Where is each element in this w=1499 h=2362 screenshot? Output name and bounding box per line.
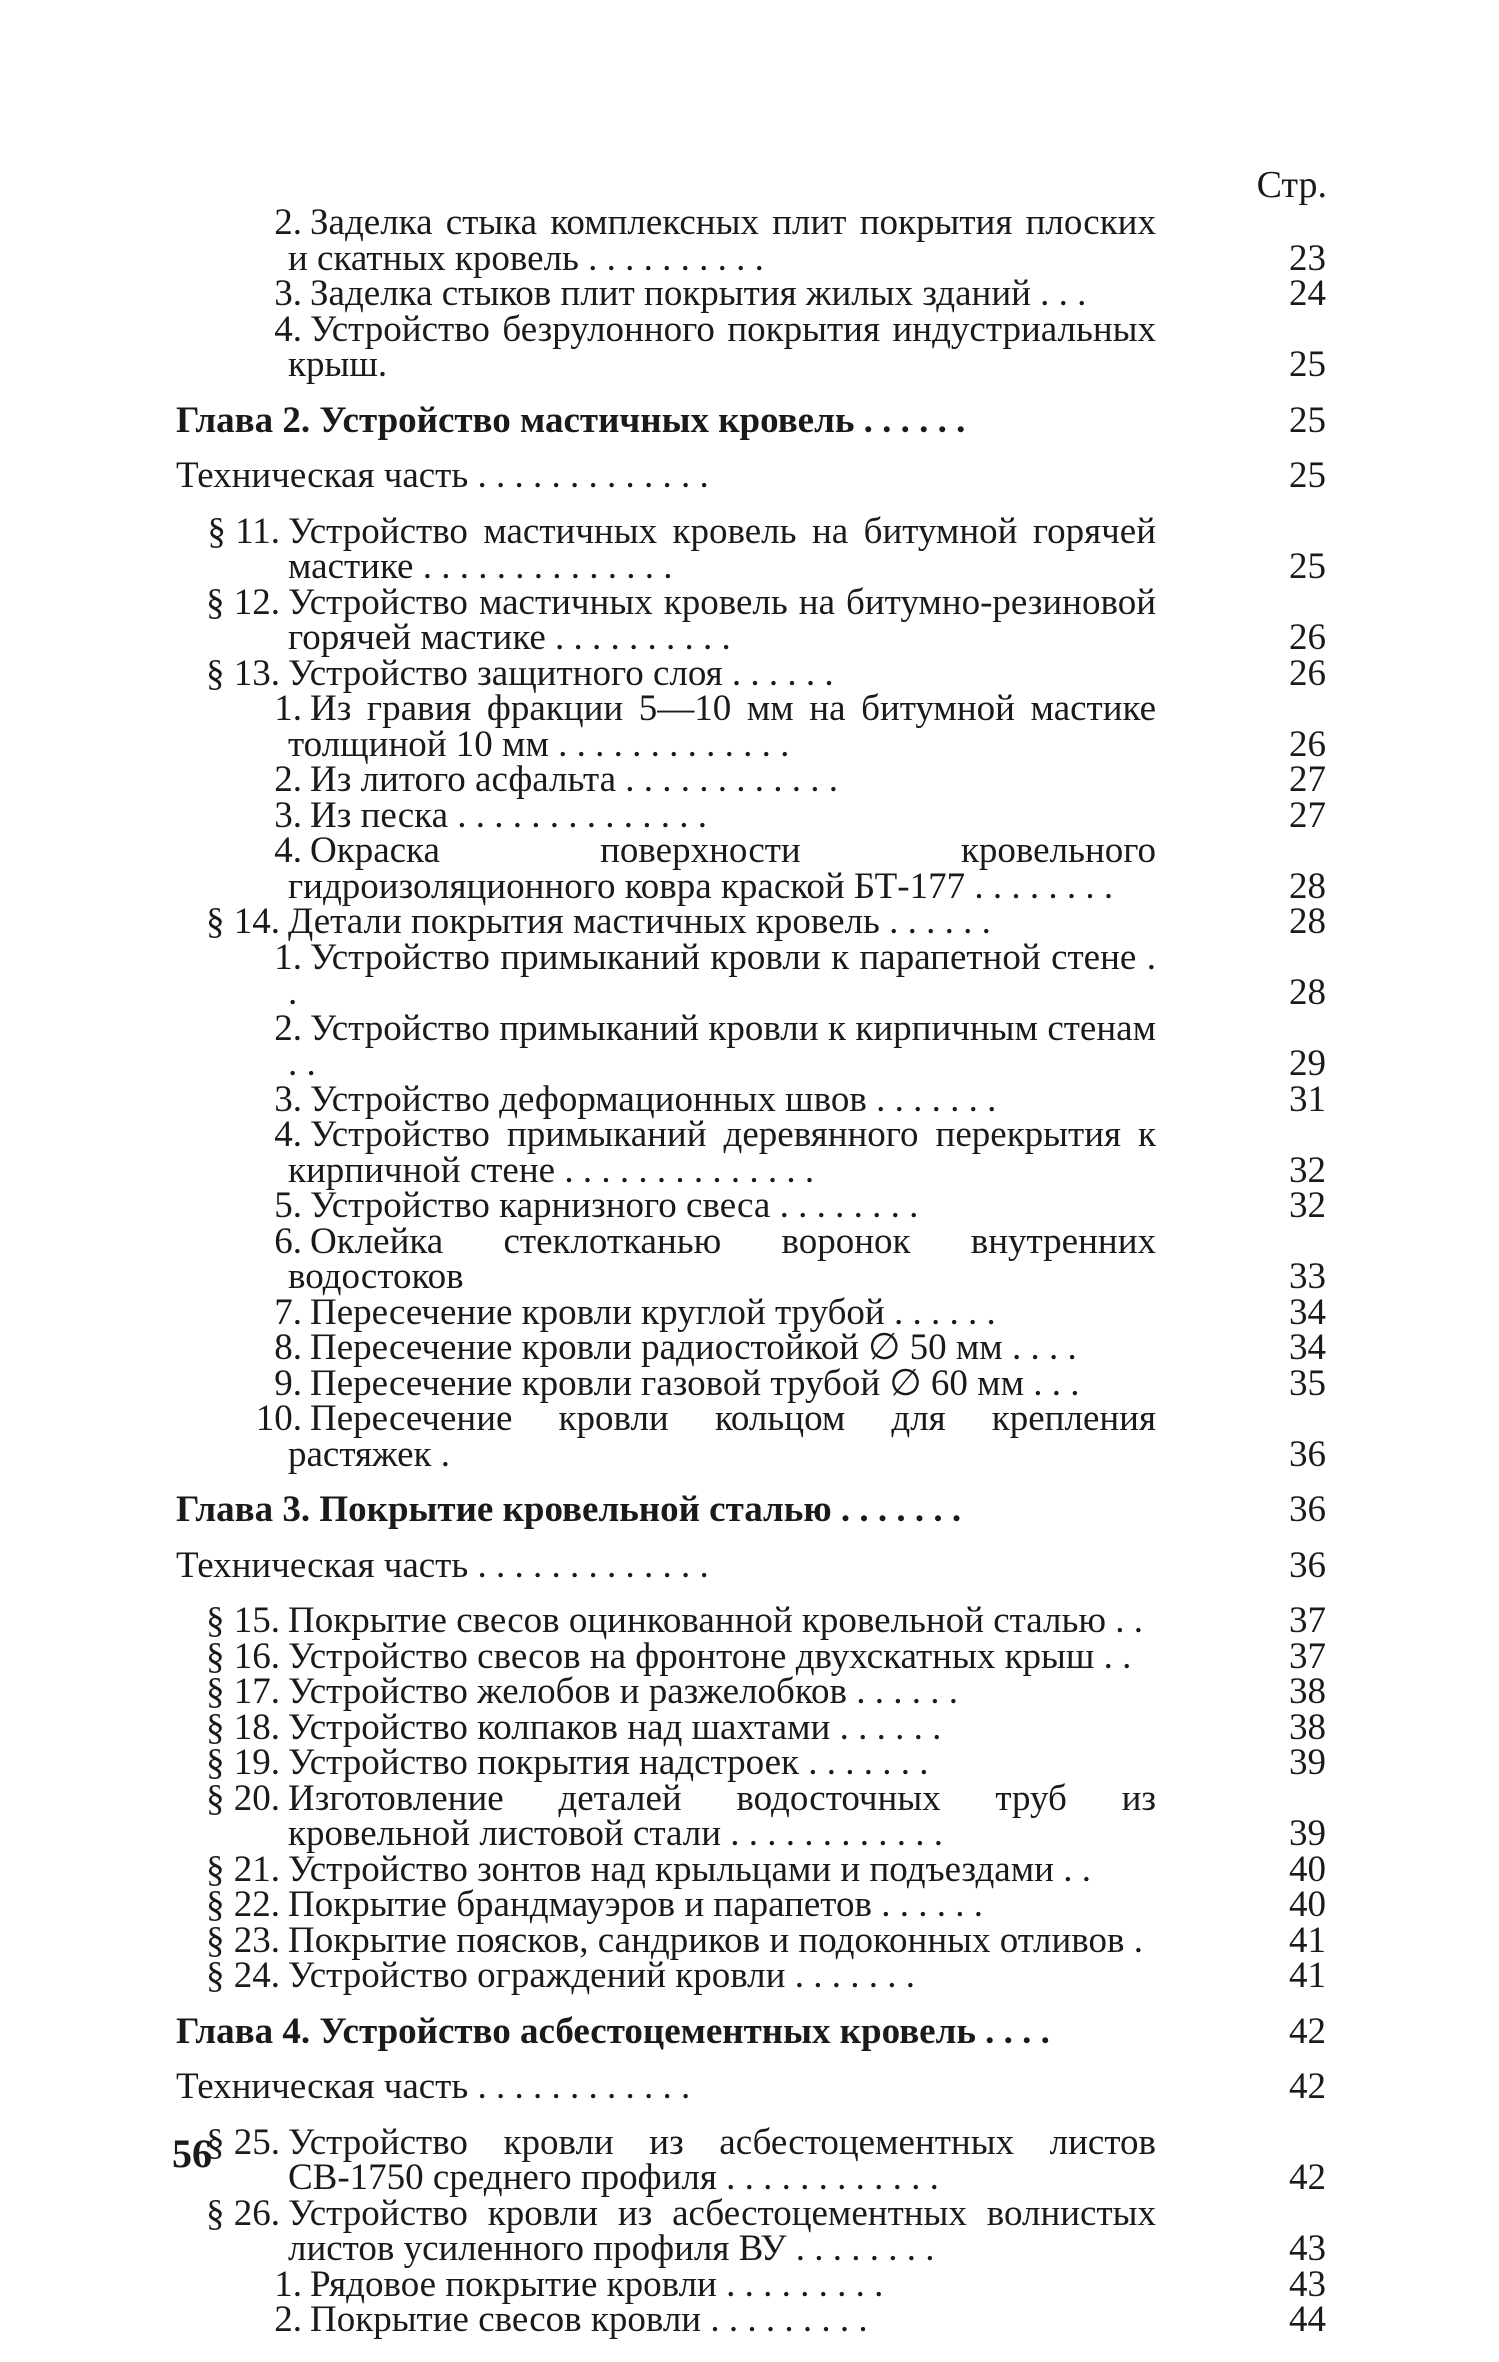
- toc-entry-number: 1.: [274, 2263, 302, 2305]
- toc-section: [176, 652, 1326, 694]
- toc-entry-label: Устройство защитного слоя . . . . . .: [288, 652, 834, 694]
- toc-section: [176, 901, 1326, 942]
- toc-entry-text: [176, 759, 1326, 800]
- toc-entry-label: Устройство колпаков над шахтами . . . . . .: [288, 1706, 942, 1748]
- toc-entry-label: Детали покрытия мастичных кровель . . . . . .: [288, 901, 991, 942]
- toc-entry-label: Покрытие свесов кровли . . . . . . . . .: [310, 2299, 868, 2340]
- toc-entry-text: [176, 2192, 1326, 2269]
- toc-entry-text: [176, 936, 1326, 1013]
- toc-entry-number: § 22.: [206, 1884, 280, 1925]
- toc-page-number: 40: [1289, 1884, 1326, 1925]
- toc-page-number: 28: [1289, 865, 1326, 907]
- toc-entry-label: Пересечение кровли радиостойкой ∅ 50 мм . . . .: [310, 1327, 1077, 1368]
- toc-page-number: 38: [1289, 1706, 1326, 1748]
- toc-entry-number: 7.: [274, 1291, 302, 1333]
- toc-page-number: 39: [1289, 1742, 1326, 1783]
- toc-entry-label: Из гравия фракции 5—10 мм на битумной мастике толщиной 10 мм . . . . . . . . . . . . .: [288, 688, 1156, 765]
- toc-entry-text: [176, 202, 1326, 279]
- toc-part: [176, 2066, 1326, 2107]
- toc-entry-number: 2.: [274, 202, 302, 243]
- toc-entry-label: Устройство примыканий деревянного перекрытия к кирпичной стене . . . . . . . . . . . . . .: [288, 1114, 1156, 1191]
- toc-page-number: 28: [1289, 901, 1326, 942]
- toc-entry-number: § 25.: [206, 2121, 280, 2163]
- toc-page-number: 41: [1289, 1919, 1326, 1961]
- toc-page-number: 37: [1289, 1600, 1326, 1641]
- toc-entry-text: [176, 1884, 1326, 1925]
- toc-entry-number: § 21.: [206, 1848, 280, 1890]
- toc-entry-text: [176, 1185, 1326, 1226]
- toc-entry-number: § 26.: [206, 2192, 280, 2234]
- toc-entry-text: [176, 1327, 1326, 1368]
- table-of-contents: [176, 202, 1326, 2340]
- toc-entry-text: [176, 901, 1326, 942]
- toc-entry-number: § 18.: [206, 1706, 280, 1748]
- toc-section: [176, 1671, 1326, 1712]
- toc-page-number: 41: [1289, 1955, 1326, 1996]
- toc-section: [176, 1848, 1326, 1890]
- toc-section: [176, 1777, 1326, 1854]
- toc-entry-label: Покрытие поясков, сандриков и подоконных отливов .: [288, 1919, 1143, 1961]
- toc-entry-label: Окраска поверхности кровельного гидроизоляционного ковра краской БТ-177 . . . . . . . .: [288, 830, 1156, 907]
- toc-entry-number: § 14.: [206, 901, 280, 942]
- toc-item: [176, 1327, 1326, 1368]
- toc-section: [176, 2121, 1326, 2198]
- toc-entry-text: [176, 455, 1326, 496]
- toc-page-number: 42: [1289, 2066, 1326, 2107]
- toc-entry-text: [176, 399, 1326, 441]
- toc-entry-text: [176, 2299, 1326, 2340]
- toc-entry-number: § 12.: [206, 581, 280, 623]
- toc-chapter: [176, 1489, 1326, 1530]
- toc-entry-text: [176, 1220, 1326, 1297]
- toc-entry-number: 4.: [274, 830, 302, 871]
- toc-page-number: 31: [1289, 1078, 1326, 1120]
- toc-section: [176, 581, 1326, 658]
- toc-page-number: 24: [1289, 273, 1326, 314]
- toc-page-number: 29: [1289, 1043, 1326, 1084]
- toc-entry-text: [176, 1777, 1326, 1854]
- toc-page-number: 26: [1289, 723, 1326, 765]
- toc-item: [176, 794, 1326, 836]
- toc-page-number: 32: [1289, 1185, 1326, 1226]
- toc-page-number: 43: [1289, 2263, 1326, 2305]
- toc-section: [176, 1955, 1326, 1996]
- toc-page-number: 34: [1289, 1291, 1326, 1333]
- toc-entry-label: Устройство зонтов над крыльцами и подъездами . .: [288, 1848, 1091, 1890]
- toc-entry-number: 1.: [274, 688, 302, 729]
- toc-page-number: 37: [1289, 1635, 1326, 1677]
- toc-entry-label: Из песка . . . . . . . . . . . . . .: [310, 794, 707, 836]
- toc-entry-label: Техническая часть . . . . . . . . . . . . .: [176, 1544, 709, 1586]
- toc-page-number: 36: [1289, 1544, 1326, 1586]
- toc-page-number: 42: [1289, 2157, 1326, 2198]
- toc-entry-label: Устройство желобов и разжелобков . . . . . .: [288, 1671, 958, 1712]
- toc-entry-label: Устройство мастичных кровель на битумной горячей мастике . . . . . . . . . . . . . .: [288, 510, 1156, 587]
- toc-page-number: 39: [1289, 1813, 1326, 1854]
- toc-entry-text: [176, 1671, 1326, 1712]
- toc-page-number: 23: [1289, 237, 1326, 279]
- toc-entry-number: § 20.: [206, 1777, 280, 1819]
- toc-page-number: 35: [1289, 1362, 1326, 1404]
- toc-item: [176, 1185, 1326, 1226]
- toc-entry-text: [176, 1848, 1326, 1890]
- toc-page-number: 33: [1289, 1256, 1326, 1297]
- toc-entry-label: Заделка стыков плит покрытия жилых зданий . . .: [310, 273, 1087, 314]
- toc-entry-text: [176, 1362, 1326, 1404]
- toc-entry-label: Устройство безрулонного покрытия индустриальных крыш.: [288, 308, 1156, 385]
- toc-entry-text: [176, 510, 1326, 587]
- toc-entry-label: Покрытие свесов оцинкованной кровельной сталью . .: [288, 1600, 1144, 1641]
- toc-chapter: [176, 399, 1326, 441]
- toc-entry-label: Пересечение кровли газовой трубой ∅ 60 мм . . .: [310, 1362, 1080, 1404]
- toc-entry-number: 5.: [274, 1185, 302, 1226]
- toc-entry-number: 6.: [274, 1220, 302, 1262]
- toc-entry-label: Из литого асфальта . . . . . . . . . . . .: [310, 759, 839, 800]
- toc-entry-label: Устройство кровли из асбестоцементных листов СВ-1750 среднего профиля . . . . . . . . . . . .: [288, 2121, 1156, 2198]
- toc-page-number: 40: [1289, 1848, 1326, 1890]
- toc-entry-number: 2.: [274, 2299, 302, 2340]
- toc-entry-number: 3.: [274, 1078, 302, 1120]
- toc-entry-text: [176, 2066, 1326, 2107]
- toc-entry-text: [176, 2121, 1326, 2198]
- toc-entry-number: § 17.: [206, 1671, 280, 1712]
- toc-entry-label: Устройство покрытия надстроек . . . . . . .: [288, 1742, 929, 1783]
- toc-section: [176, 1742, 1326, 1783]
- toc-entry-number: § 24.: [206, 1955, 280, 1996]
- toc-part: [176, 1544, 1326, 1586]
- toc-entry-text: [176, 652, 1326, 694]
- toc-entry-text: [176, 1955, 1326, 1996]
- toc-entry-label: Техническая часть . . . . . . . . . . . . .: [176, 455, 709, 496]
- toc-entry-number: § 16.: [206, 1635, 280, 1677]
- toc-entry-number: § 23.: [206, 1919, 280, 1961]
- toc-entry-text: [176, 830, 1326, 907]
- toc-entry-number: § 15.: [206, 1600, 280, 1641]
- page-number: 56: [172, 2131, 212, 2176]
- toc-page-number: 28: [1289, 972, 1326, 1013]
- toc-part: [176, 455, 1326, 496]
- toc-section: [176, 2192, 1326, 2269]
- toc-entry-number: § 19.: [206, 1742, 280, 1783]
- toc-entry-text: [176, 1742, 1326, 1783]
- toc-entry-number: 8.: [274, 1327, 302, 1368]
- toc-entry-number: § 11.: [207, 510, 280, 552]
- toc-item: [176, 1078, 1326, 1120]
- toc-item: [176, 308, 1326, 385]
- toc-entry-number: 9.: [274, 1362, 302, 1404]
- toc-entry-label: Устройство примыканий кровли к кирпичным стенам . .: [288, 1007, 1156, 1084]
- toc-entry-text: [176, 1007, 1326, 1084]
- toc-section: [176, 1600, 1326, 1641]
- toc-item: [176, 1291, 1326, 1333]
- toc-page-number: 36: [1289, 1433, 1326, 1475]
- toc-entry-number: 10.: [255, 1398, 302, 1439]
- toc-entry-number: 4.: [274, 308, 302, 350]
- toc-entry-text: [176, 1489, 1326, 1530]
- toc-entry-text: [176, 1919, 1326, 1961]
- toc-section: [176, 1884, 1326, 1925]
- toc-entry-label: Заделка стыка комплексных плит покрытия плоских и скатных кровель . . . . . . . . . .: [288, 202, 1156, 279]
- toc-page-number: 27: [1289, 759, 1326, 800]
- toc-entry-text: [176, 794, 1326, 836]
- toc-entry-label: Техническая часть . . . . . . . . . . . .: [176, 2066, 691, 2107]
- toc-section: [176, 510, 1326, 587]
- toc-entry-label: Изготовление деталей водосточных труб из кровельной листовой стали . . . . . . . . . . . .: [288, 1777, 1156, 1854]
- toc-item: [176, 2263, 1326, 2305]
- toc-entry-label: Оклейка стеклотканью воронок внутренних водостоков: [288, 1220, 1156, 1297]
- toc-entry-label: Глава 2. Устройство мастичных кровель . . . . . .: [176, 399, 966, 441]
- toc-item: [176, 273, 1326, 314]
- toc-item: [176, 936, 1326, 1013]
- toc-page-number: 36: [1289, 1489, 1326, 1530]
- toc-item: [176, 830, 1326, 907]
- toc-page-number: 25: [1289, 399, 1326, 441]
- toc-entry-number: 3.: [274, 273, 302, 314]
- toc-entry-label: Устройство кровли из асбестоцементных волнистых листов усиленного профиля ВУ . . . . . . . .: [288, 2192, 1156, 2269]
- toc-page-number: 44: [1289, 2299, 1326, 2340]
- toc-section: [176, 1706, 1326, 1748]
- toc-entry-number: 3.: [274, 794, 302, 836]
- toc-entry-text: [176, 308, 1326, 385]
- toc-entry-label: Устройство свесов на фронтоне двухскатных крыш . .: [288, 1635, 1132, 1677]
- toc-page-number: 25: [1289, 455, 1326, 496]
- toc-entry-number: 2.: [274, 759, 302, 800]
- toc-section: [176, 1919, 1326, 1961]
- toc-entry-label: Покрытие брандмауэров и парапетов . . . . . .: [288, 1884, 983, 1925]
- toc-section: [176, 1635, 1326, 1677]
- toc-entry-text: [176, 1114, 1326, 1191]
- toc-entry-label: Глава 4. Устройство асбестоцементных кровель . . . .: [176, 2010, 1050, 2052]
- toc-item: [176, 1007, 1326, 1084]
- toc-entry-text: [176, 1706, 1326, 1748]
- toc-entry-number: § 13.: [206, 652, 280, 694]
- toc-item: [176, 688, 1326, 765]
- toc-entry-text: [176, 273, 1326, 314]
- toc-entry-text: [176, 581, 1326, 658]
- toc-item: [176, 1114, 1326, 1191]
- toc-entry-text: [176, 1398, 1326, 1475]
- toc-entry-number: 2.: [274, 1007, 302, 1049]
- toc-page-number: 43: [1289, 2228, 1326, 2269]
- toc-entry-label: Рядовое покрытие кровли . . . . . . . . .: [310, 2263, 884, 2305]
- toc-entry-text: [176, 2263, 1326, 2305]
- toc-page-number: 38: [1289, 1671, 1326, 1712]
- toc-entry-number: 1.: [274, 936, 302, 978]
- toc-entry-text: [176, 2010, 1326, 2052]
- toc-page-number: 25: [1289, 344, 1326, 385]
- toc-page-number: 32: [1289, 1149, 1326, 1191]
- toc-entry-text: [176, 1078, 1326, 1120]
- toc-entry-label: Устройство ограждений кровли . . . . . . .: [288, 1955, 915, 1996]
- toc-item: [176, 2299, 1326, 2340]
- toc-entry-label: Глава 3. Покрытие кровельной сталью . . . . . . .: [176, 1489, 962, 1530]
- toc-entry-label: Устройство примыканий кровли к парапетной стене . .: [288, 936, 1156, 1013]
- toc-item: [176, 1220, 1326, 1297]
- toc-entry-label: Устройство деформационных швов . . . . . . .: [310, 1078, 997, 1120]
- toc-page-number: 26: [1289, 652, 1326, 694]
- toc-chapter: [176, 2010, 1326, 2052]
- toc-entry-label: Устройство карнизного свеса . . . . . . . .: [310, 1185, 919, 1226]
- toc-item: [176, 759, 1326, 800]
- toc-page-number: 34: [1289, 1327, 1326, 1368]
- toc-entry-text: [176, 1291, 1326, 1333]
- toc-item: [176, 1362, 1326, 1404]
- toc-entry-text: [176, 1635, 1326, 1677]
- toc-entry-label: Устройство мастичных кровель на битумно-резиновой горячей мастике . . . . . . . . . .: [288, 581, 1156, 658]
- toc-page-number: 26: [1289, 617, 1326, 658]
- page-column-header: Стр.: [1256, 164, 1327, 206]
- toc-entry-text: [176, 1544, 1326, 1586]
- toc-page-number: 42: [1289, 2010, 1326, 2052]
- toc-entry-label: Пересечение кровли кольцом для крепления растяжек .: [288, 1398, 1156, 1475]
- toc-page-number: 27: [1289, 794, 1326, 836]
- toc-item: [176, 1398, 1326, 1475]
- toc-page-number: 25: [1289, 546, 1326, 587]
- toc-item: [176, 202, 1326, 279]
- toc-entry-label: Пересечение кровли круглой трубой . . . . . .: [310, 1291, 996, 1333]
- toc-entry-number: 4.: [274, 1114, 302, 1155]
- toc-entry-text: [176, 688, 1326, 765]
- toc-entry-text: [176, 1600, 1326, 1641]
